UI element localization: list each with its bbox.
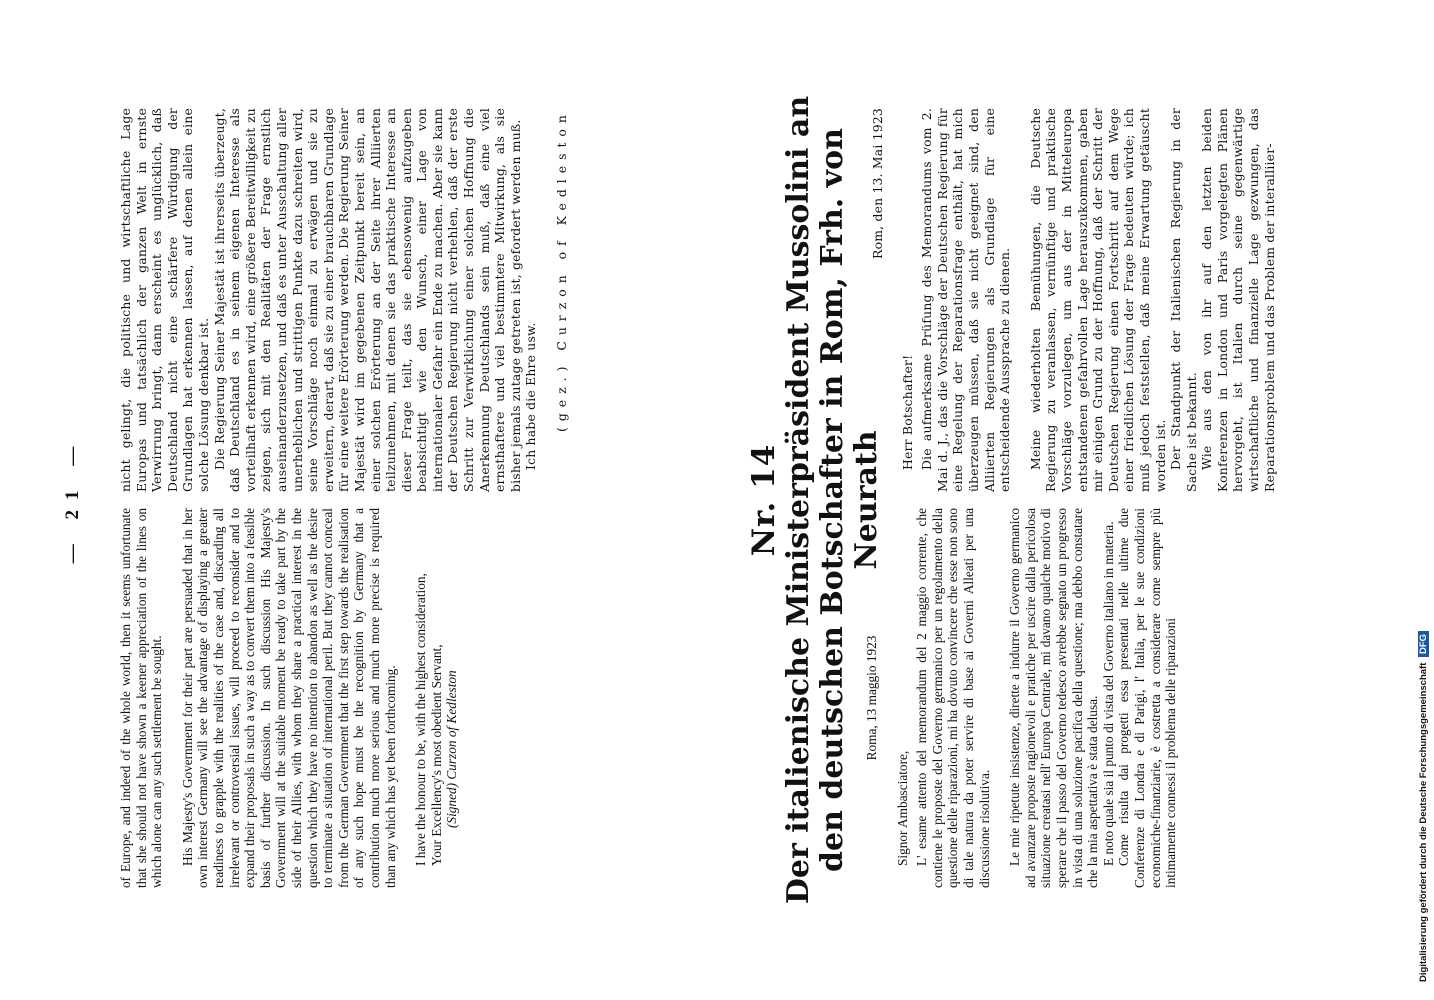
italian-paragraph: E noto quale sia il punto di vista del Governo italiano in materia. xyxy=(1100,521,1116,866)
digitization-credit xyxy=(1418,2,1429,982)
italian-salutation: Signor Ambasciatore, xyxy=(894,750,910,866)
italian-letter-column xyxy=(864,508,1179,888)
italian-paragraph: Come risulta dai progetti essa presentati nelle ultime due Conferenze di Londra e di Parigi, l' Italia, per le sue condizioni economiche-finanziarie, è costretta a considerare come sempre più intimamente connessi il problema delle riparazioni xyxy=(1116,508,1179,888)
german-letter-column xyxy=(118,108,570,492)
english-closing-servant: Your Excellency's most obedient Servant, xyxy=(428,644,444,866)
german-paragraph: Die Regierung Seiner Majestät ist ihrerseits überzeugt, daß Deutschland es in seinem eigenen Interesse als vorteilhaft erkennen wird, eine größere Bereitwilligkeit zu zeigen, sich mit den Realitäten der Frage ernstlich auseinanderzusetzen, und daß es unter Ausschaltung aller unerheblichen und strittigen Punkte dazu schreiten wird, seine Vorschläge noch einmal zu erwägen und sie zu erweitern, derart, daß sie zu einer brauchbaren Grundlage für eine weitere Erörterung werden. Die Regierung Seiner Majestät wird im gegebenen Zeitpunkt bereit sein, an einer solchen Erörterung an der Seite ihrer Alliierten teilzunehmen, mit denen sie das praktische Interesse an dieser Frage teilt, das sie ebensowenig aufzugeben beabsichtigt wie den Wunsch, einer Lage von internationaler Gefahr ein Ende zu machen. Aber sie kann der Deutschen Regierung nicht verhehlen, daß der erste Schritt zur Verwirklichung einer solchen Hoffnung die Anerkennung Deutschlands sein muß, daß eine viel ernsthaftere und viel bestimmtere Mitwirkung, als sie bisher jemals zutage getreten ist, gefordert werden muß. xyxy=(211,108,523,492)
german-dateline: Rom, den 13. Mai 1923 xyxy=(870,108,885,259)
german-paragraph: Wie aus den von ihr auf den letzten beiden Konferenzen in London und Paris vorgelegten Plänen hervorgeht, ist Italien durch seine gegenwärtige wirtschaftliche und finanzielle Lage gezwungen, das Reparationsproblem und das Problem der interalliier- xyxy=(1199,108,1277,492)
english-signature: (Signed) Curzon of Kedleston xyxy=(444,670,460,828)
german-translation-column xyxy=(864,108,1277,492)
document-number: Nr. 14 xyxy=(746,443,782,557)
german-paragraph: Der Standpunkt der Italienischen Regierung in der Sache ist bekannt. xyxy=(1168,108,1199,492)
credit-text: Digitalisierung gefördert durch die Deutsche Forschungsgemeinschaft xyxy=(1418,662,1429,982)
page-number: — 21 — xyxy=(62,436,83,564)
english-letter-column xyxy=(118,508,460,888)
german-paragraph: Meine wiederholten Bemühungen, die Deutsche Regierung zu veranlassen, vernünftige und praktische Vorschläge vorzulegen, um aus der in Mitteleuropa entstandenen gefahrvollen Lage herauszukommen, gaben mir einigen Grund zu der Hoffnung, daß der Schritt der Deutschen Regierung einen Fortschritt auf dem Wege einer friedlichen Lösung der Frage bedeuten würde; ich muß jedoch feststellen, daß meine Erwartung getäuscht worden ist. xyxy=(1027,108,1168,492)
german-signature: (gez.) Curzon of Kedleston xyxy=(554,109,570,432)
german-salutation: Herr Botschafter! xyxy=(899,354,915,470)
english-paragraph: His Majesty's Government for their part are persuaded that in her own interest Germany will see the advantage of displaying a greater readiness to grapple with the realities of the case and, discarding all irrelevant or controversial issues, will proceed to reconsider and to expand their proposals in such a way as to convert them into a feasible basis of further discussion. In such discussion His Majesty's Government will at the suitable moment be ready to take part by the side of their Allies, with whom they share a practical interest in the question which they have no intention to abandon as well as the desire to terminate a situation of international peril. But they cannot conceal from the German Government that the first step towards the realisation of any such hope must be the recognition by Germany that a contribution much more serious and much more precise is required than any which has yet been forthcoming. xyxy=(179,508,398,888)
english-closing: I have the honour to be, with the highest consideration, xyxy=(413,573,429,866)
dfg-logo: DFG xyxy=(1418,631,1429,657)
english-paragraph: of Europe, and indeed of the whole world, then it seems unfortunate that she should not have shown a keener appreciation of the lines on which alone can any such settlement be sought. xyxy=(118,508,165,888)
italian-paragraph: Le mie ripetute insistenze, dirette a indurre il Governo germanico ad avanzare proposte ragionevoli e pratiche per uscire dalla pericolosa situazione creatasi nell' Europa Centrale, mi davano qualche motivo di sperare che il passo del Governo tedesco avrebbe segnato un progresso in vista di una soluzione pacifica della questione; ma debbo constatare che la mia aspettativa è stata delusa. xyxy=(1007,508,1101,888)
document-title: Der italienische Ministerpräsident Mussolini an den deutschen Botschafter in Rom, Frh. von Neurath xyxy=(781,95,884,905)
italian-paragraph: L' esame attento del memorandum del 2 maggio corrente, che contiene le proposte del Governo germanico per un regolamento della questione delle riparazioni, mi ha dovuto convincere che esse non sono di tale natura da poter servire di base ai Governi Alleati per una discussione risolutiva. xyxy=(914,508,992,888)
italian-dateline: Roma, 13 maggio 1923 xyxy=(864,635,879,761)
german-paragraph: Die aufmerksame Prüfung des Memorandums vom 2. Mai d. J., das die Vorschläge der Deutschen Regierung für eine Regelung der Reparationsfrage enthält, hat mich überzeugen müssen, daß sie nicht geeignet sind, den Alliierten Regierungen als Grundlage für eine entscheidende Aussprache zu dienen. xyxy=(919,108,1013,492)
german-closing: Ich habe die Ehre usw. xyxy=(523,322,539,470)
german-paragraph: nicht gelingt, die politische und wirtschaftliche Lage Europas und tatsächlich der ganzen Welt in ernste Verwirrung bringt, dann erscheint es unglücklich, daß Deutschland nicht eine schärfere Würdigung der Grundlagen hat erkennen lassen, auf denen allein eine solche Lösung denkbar ist. xyxy=(118,108,211,492)
